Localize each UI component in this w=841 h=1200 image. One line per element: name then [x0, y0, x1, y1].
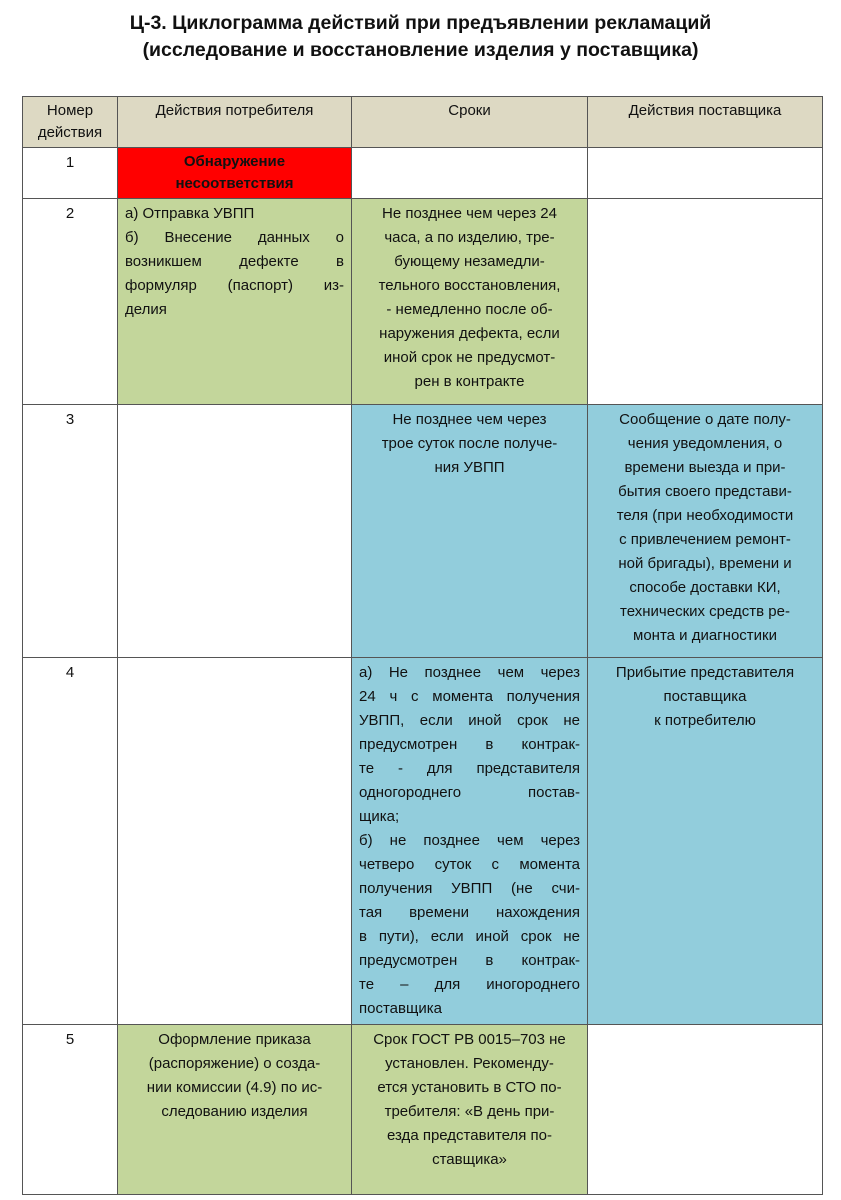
terms-line: 24 ч с момента получения: [359, 688, 580, 705]
consumer-action-line: (распоряжение) о созда-: [148, 1055, 321, 1072]
action-number: 4: [23, 658, 118, 1025]
supplier-action-cell: [588, 199, 823, 405]
terms-line: предусмотрен в контрак-: [359, 952, 580, 969]
header-terms: Сроки: [352, 97, 588, 148]
supplier-action-cell: [588, 148, 823, 199]
header-consumer-actions: Действия потребителя: [118, 97, 352, 148]
supplier-action-line: теля (при необходимости: [616, 507, 794, 524]
terms-line: Не позднее чем через 24: [382, 205, 557, 222]
consumer-action-cell: [118, 658, 352, 1025]
table-row: [23, 1025, 823, 1195]
terms-line: требителя: «В день при-: [384, 1103, 555, 1120]
consumer-action-line: а) Отправка УВПП: [125, 205, 255, 222]
consumer-action-cell: [118, 199, 352, 405]
terms-line: те - для представителя: [359, 760, 580, 777]
terms-line: УВПП, если иной срок не: [359, 712, 580, 729]
terms-line: ется установить в СТО по-: [377, 1079, 562, 1096]
terms-line: получения УВПП (не счи-: [359, 880, 580, 897]
terms-cell: [352, 405, 588, 658]
consumer-action-line: формуляр (паспорт) из-: [125, 277, 344, 294]
terms-line: ставщика»: [432, 1151, 507, 1168]
consumer-action-cell: [118, 148, 352, 199]
supplier-action-line: технических средств ре-: [620, 603, 790, 620]
title-line-1: Ц-3. Циклограмма действий при предъявлении рекламаций: [129, 12, 712, 34]
action-number: 3: [23, 405, 118, 658]
table-row: [23, 148, 823, 199]
terms-line: часа, а по изделию, тре-: [384, 229, 555, 246]
supplier-action-line: Сообщение о дате полу-: [619, 411, 791, 428]
consumer-action-line: возникшем дефекте в: [125, 253, 344, 270]
supplier-action-line: монта и диагностики: [633, 627, 777, 644]
consumer-action-line: делия: [125, 301, 167, 318]
table-row: [23, 199, 823, 405]
terms-line: бующему незамедли-: [394, 253, 545, 270]
header-row: [23, 97, 823, 148]
consumer-action-cell: [118, 405, 352, 658]
terms-line: предусмотрен в контрак-: [359, 736, 580, 753]
supplier-action-cell: [588, 658, 823, 1025]
page-title: [0, 10, 841, 64]
terms-line: - немедленно после об-: [386, 301, 553, 318]
terms-line: те – для иногороднего: [359, 976, 580, 993]
consumer-action-line: нии комиссии (4.9) по ис-: [146, 1079, 323, 1096]
supplier-action-cell: [588, 1025, 823, 1195]
consumer-action-line: б) Внесение данных о: [125, 229, 344, 246]
header-number: Номер действия: [23, 97, 118, 148]
terms-line: наружения дефекта, если: [379, 325, 560, 342]
supplier-action-line: времени выезда и при-: [624, 459, 786, 476]
title-line-2: (исследование и восстановление изделия у поставщика): [142, 39, 699, 61]
header-supplier-actions: Действия поставщика: [588, 97, 823, 148]
consumer-action-cell: [118, 1025, 352, 1195]
action-number: 5: [23, 1025, 118, 1195]
terms-cell: [352, 1025, 588, 1195]
supplier-action-line: Прибытие представителя: [615, 664, 795, 681]
action-number: 2: [23, 199, 118, 405]
terms-line: иной срок не предусмот-: [383, 349, 556, 366]
terms-line: Срок ГОСТ РВ 0015–703 не: [373, 1031, 566, 1048]
terms-line: тельного восстановления,: [378, 277, 561, 294]
terms-line: трое суток после получе-: [381, 435, 558, 452]
supplier-action-cell: [588, 405, 823, 658]
supplier-action-line: чения уведомления, о: [627, 435, 783, 452]
table-row: [23, 405, 823, 658]
consumer-action-text: Обнаружение несоответствия: [175, 153, 294, 192]
terms-line: установлен. Рекоменду-: [385, 1055, 554, 1072]
supplier-action-line: с привлечением ремонт-: [619, 531, 791, 548]
terms-line: а) Не позднее чем через: [359, 664, 580, 681]
terms-line: ния УВПП: [434, 459, 505, 476]
supplier-action-line: ной бригады), времени и: [618, 555, 792, 572]
terms-line: четверо суток с момента: [359, 856, 580, 873]
consumer-action-line: следованию изделия: [161, 1103, 308, 1120]
terms-line: рен в контракте: [414, 373, 525, 390]
terms-line: щика;: [359, 808, 400, 825]
terms-line: Не позднее чем через: [392, 411, 547, 428]
table-row: [23, 658, 823, 1025]
terms-cell: [352, 658, 588, 1025]
terms-cell: [352, 148, 588, 199]
terms-line: поставщика: [359, 1000, 442, 1017]
supplier-action-line: к потребителю: [654, 712, 756, 729]
supplier-action-line: бытия своего представи-: [618, 483, 792, 500]
terms-line: езда представителя по-: [387, 1127, 552, 1144]
consumer-action-line: Оформление приказа: [158, 1031, 311, 1048]
terms-line: тая времени нахождения: [359, 904, 580, 921]
cyclogram-table: [22, 96, 823, 1195]
supplier-action-line: способе доставки КИ,: [629, 579, 781, 596]
terms-line: одногороднего постав-: [359, 784, 580, 801]
supplier-action-line: поставщика: [663, 688, 747, 705]
terms-cell: [352, 199, 588, 405]
terms-line: б) не позднее чем через: [359, 832, 580, 849]
terms-line: в пути), если иной срок не: [359, 928, 580, 945]
action-number: 1: [23, 148, 118, 199]
